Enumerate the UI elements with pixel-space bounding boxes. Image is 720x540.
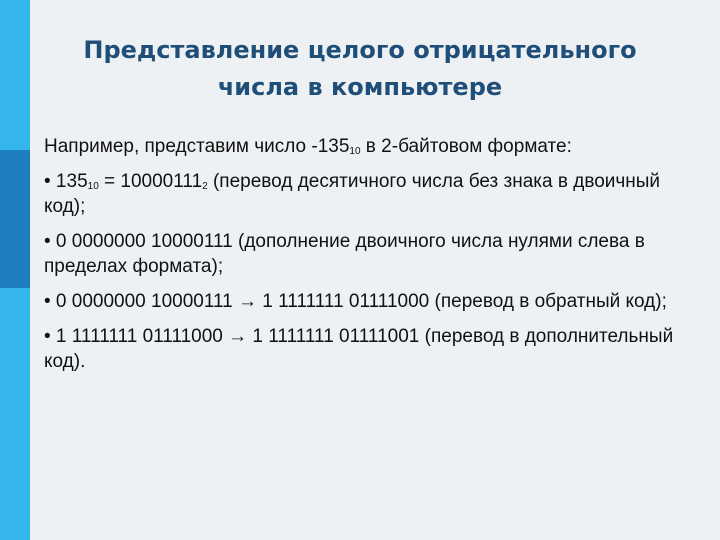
- bullet-1-subscript-base2: 2: [202, 181, 208, 192]
- intro-subscript: 10: [349, 146, 361, 157]
- slide-title-line-2: числа в компьютере: [217, 73, 503, 101]
- bullet-item-1: [44, 169, 674, 219]
- intro-text-end: в 2-байтовом формате:: [360, 136, 572, 157]
- left-accent-bar-highlight: [0, 150, 30, 288]
- bullet-1-prefix: • 135: [44, 171, 88, 192]
- slide-title: [40, 32, 680, 106]
- bullet-item-2: • 0 0000000 10000111 (дополнение двоичного числа нулями слева в пределах формата);: [44, 231, 645, 277]
- slide-title-line-1: Представление целого отрицательного: [83, 36, 637, 64]
- bullet-item-4: • 1 1111111 01111000 → 1 1111111 01111001 (перевод в дополнительный код).: [44, 326, 674, 372]
- bullet-1-subscript-base10: 10: [87, 181, 99, 192]
- bullet-1-note: (перевод десятичного числа без знака в двоичный код);: [44, 171, 661, 217]
- bullet-1-binary: = 10000111: [98, 171, 203, 192]
- bullet-item-3: • 0 0000000 10000111 → 1 1111111 01111000 (перевод в обратный код);: [44, 291, 667, 312]
- intro-text: [44, 134, 674, 159]
- intro-text-start: Например, представим число -135: [44, 136, 350, 157]
- slide-body: [44, 134, 674, 384]
